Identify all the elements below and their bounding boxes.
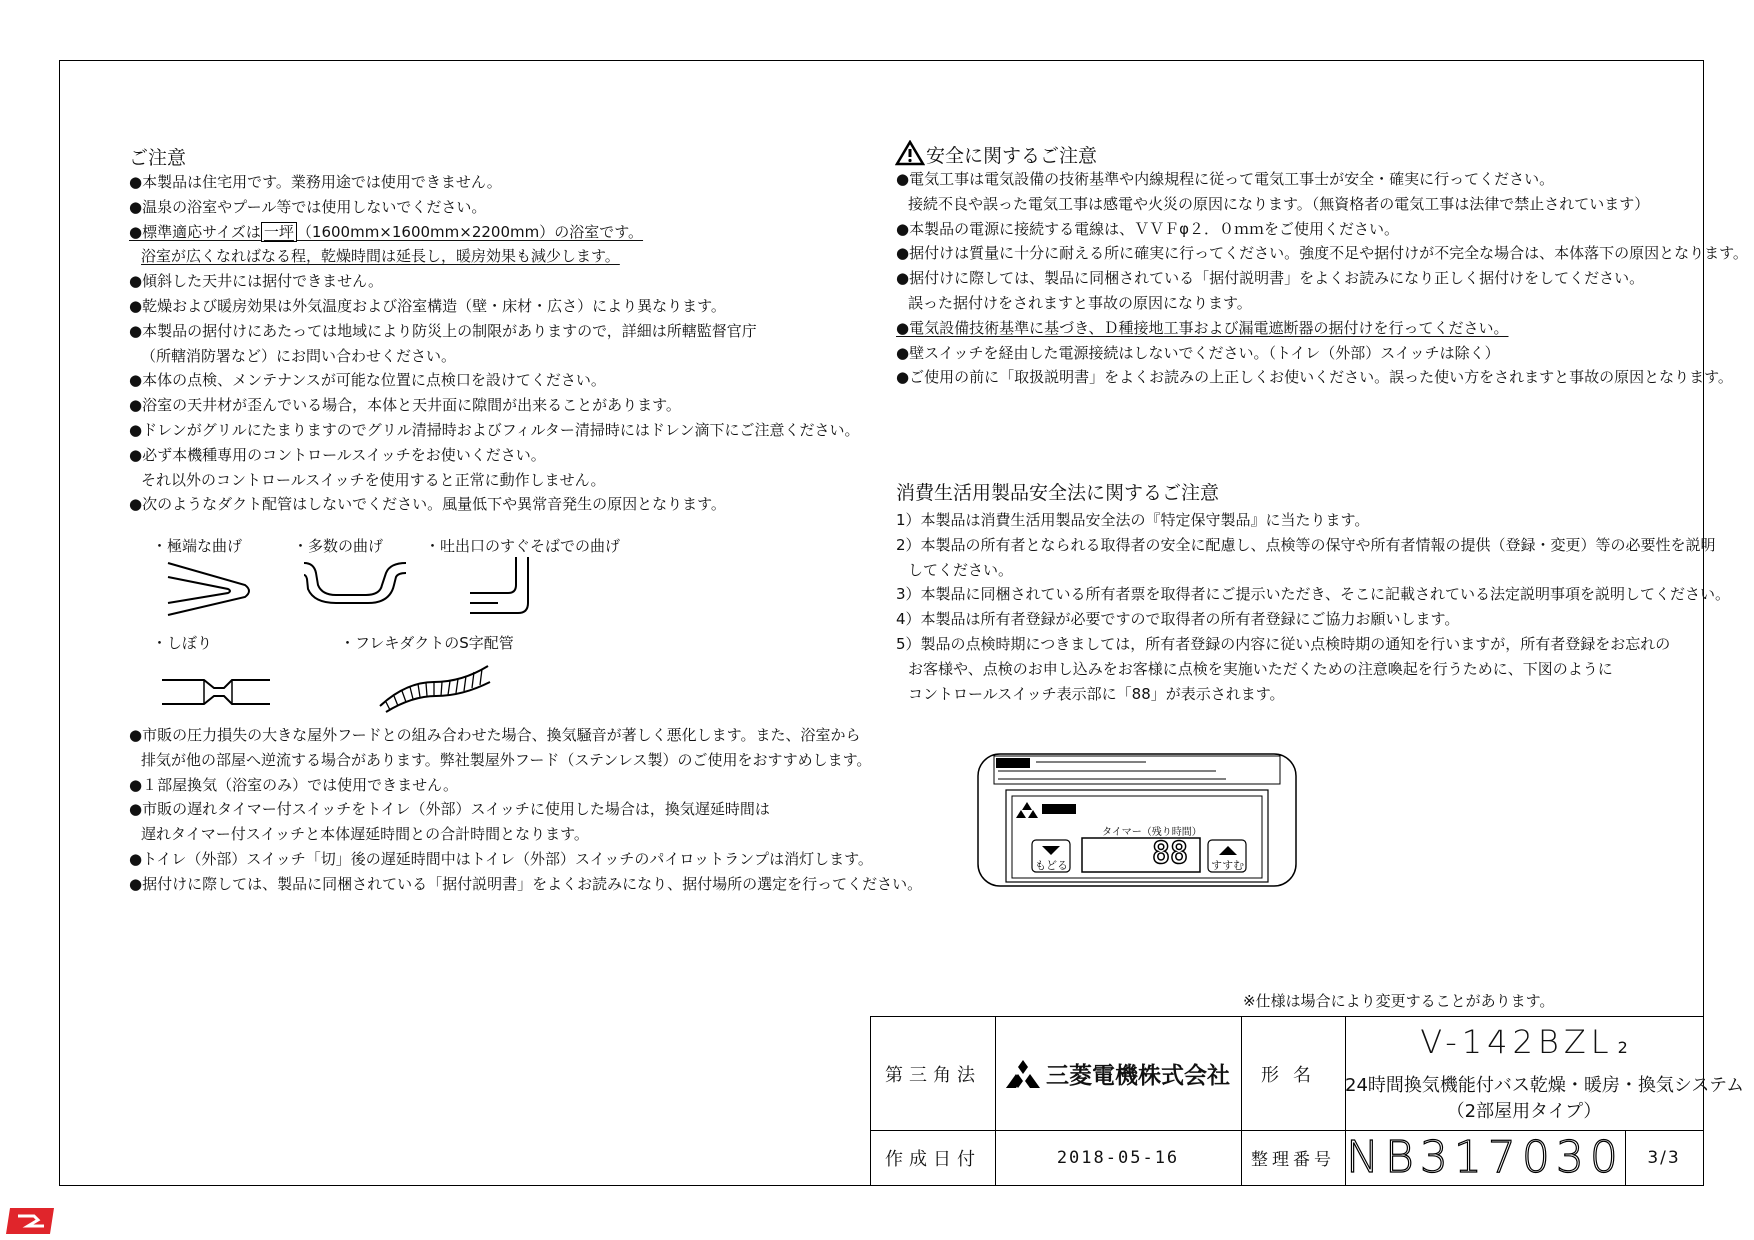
control-switch-outline xyxy=(976,752,1298,888)
multiple-bends-illustration xyxy=(302,555,412,605)
safety-line: ●据付けは質量に十分に耐える所に確実に行ってください。強度不足や据付けが不完全な場合は、本体落下の原因となります。 xyxy=(896,244,1748,263)
model-description: 24時間換気機能付バス乾燥・暖房・換気システム xyxy=(1345,1075,1745,1096)
next-button-label: すすむ xyxy=(1211,859,1245,872)
document-number: NB317030 xyxy=(1346,1132,1624,1183)
safety-list xyxy=(896,167,1748,390)
caution-line: ●本製品は住宅用です。業務用途では使用できません。 xyxy=(129,173,502,191)
caution-line: 浴室が広くなればなる程，乾燥時間は延長し，暖房効果も減少します。 xyxy=(141,247,620,266)
caution-line: ●据付けに際しては、製品に同梱されている「据付説明書」をよくお読みになり、据付場所の選定を行ってください。 xyxy=(129,874,923,893)
caution-line: ●次のようなダクト配管はしないでください。風量低下や異常音発生の原因となります。 xyxy=(129,495,726,514)
back-button-label: もどる xyxy=(1035,859,1068,872)
caution-line: ●傾斜した天井には据付できません。 xyxy=(129,272,383,291)
caution-line: ●必ず本機種専用のコントロールスイッチをお使いください。 xyxy=(129,445,546,464)
duct-label-outlet-bend: ・吐出口のすぐそばでの曲げ xyxy=(425,537,621,555)
model-type: （2部屋用タイプ） xyxy=(1446,1101,1602,1122)
mitsubishi-diamonds-icon xyxy=(1006,1059,1040,1089)
caution-line: ●温泉の浴室やプール等では使用しないでください。 xyxy=(129,197,487,216)
caution-line: ●本製品の据付けにあたっては地域により防災上の制限がありますので，詳細は所轄監督官庁 xyxy=(129,321,757,340)
caution-line: ●１部屋換気（浴室のみ）では使用できません。 xyxy=(129,775,458,794)
safety-line: ●ご使用の前に「取扱説明書」をよくお読みの上正しくお使いください。誤った使い方をされますと事故の原因となります。 xyxy=(896,368,1733,387)
caution-line: 遅れタイマー付スイッチと本体遅延時間との合計時間となります。 xyxy=(141,825,589,844)
safety-line: ●壁スイッチを経由した電源接続はしないでください。（トイレ（外部）スイッチは除く） xyxy=(896,343,1500,362)
company-cell xyxy=(995,1017,1241,1130)
caution-line: ●トイレ（外部）スイッチ「切」後の遅延時間中はトイレ（外部）スイッチのパイロットランプは消灯します。 xyxy=(129,849,873,868)
title-block xyxy=(870,1016,1745,1185)
safety-line: ●電気設備技術基準に基づき、Ｄ種接地工事および漏電遮断器の据付けを行ってください。 xyxy=(896,318,1509,337)
timer-label: タイマー（残り時間） xyxy=(1102,827,1202,838)
consumer-line: 4）本製品は所有者登録が必要ですので取得者の所有者登録にご協力お願いします。 xyxy=(896,610,1460,629)
caution-line: ●ドレンがグリルにたまりますのでグリル清掃時およびフィルター清掃時にはドレン滴下にご注意ください。 xyxy=(129,420,860,439)
size-box: 一坪 xyxy=(261,222,297,242)
caution-line: ●本体の点検、メンテナンスが可能な位置に点検口を設けてください。 xyxy=(129,371,606,390)
consumer-line: コントロールスイッチ表示部に「88」が表示されます。 xyxy=(908,684,1285,703)
consumer-title: 消費生活用製品安全法に関するご注意 xyxy=(896,482,1220,504)
safety-line: ●電気工事は電気設備の技術基準や内線規程に従って電気工事士が安全・確実に行ってください。 xyxy=(896,170,1555,188)
projection-label: 第三角法 xyxy=(885,1064,981,1086)
consumer-line: してください。 xyxy=(908,560,1014,579)
company-logo xyxy=(1006,1057,1230,1090)
duct-label-extreme-bend: ・極端な曲げ xyxy=(152,537,243,555)
consumer-list xyxy=(896,508,1730,706)
caution-title: ご注意 xyxy=(129,147,187,169)
company-name: 三菱電機株式会社 xyxy=(1046,1063,1230,1089)
model-label: 形名 xyxy=(1261,1064,1325,1086)
date-label: 作成日付 xyxy=(885,1148,981,1170)
outlet-bend-illustration xyxy=(468,555,543,620)
display-digits: 88 xyxy=(1152,836,1189,871)
safety-line: ●本製品の電源に接続する電線は、ＶＶＦφ２．０ｍｍをご使用ください。 xyxy=(896,219,1399,238)
consumer-line: 3）本製品に同梱されている所有者票を取得者にご提示いただき、そこに記載されている法定説明事項を説明してください。 xyxy=(896,585,1730,604)
consumer-line: 1）本製品は消費生活用製品安全法の『特定保守製品』に当たります。 xyxy=(896,511,1370,529)
caution-line: ●市販の圧力損失の大きな屋外フードとの組み合わせた場合、換気騒音が著しく悪化します。また、浴室から xyxy=(129,726,861,744)
safety-title: 安全に関するご注意 xyxy=(926,145,1098,167)
safety-line: 接続不良や誤った電気工事は感電や火災の原因になります。（無資格者の電気工事は法律で禁止されています） xyxy=(908,194,1650,213)
control-switch-illustration xyxy=(976,752,1298,888)
caution-line: 排気が他の部屋へ逆流する場合があります。弊社製屋外フード（ステンレス製）のご使用をおすすめします。 xyxy=(141,750,872,769)
duct-label-multiple-bends: ・多数の曲げ xyxy=(293,537,384,555)
creation-date: 2018-05-16 xyxy=(1056,1147,1180,1168)
consumer-line: お客様や、点検のお申し込みをお客様に点検を実施いただくための注意喚起を行うために、下図のように xyxy=(908,659,1613,678)
flex-duct-s-illustration xyxy=(376,662,496,714)
extreme-bend-illustration xyxy=(150,555,260,620)
caution-line-size: ●標準適応サイズは 一坪 （1600mm×1600mm×2200mm）の浴室です。 xyxy=(129,222,644,241)
safety-line: 誤った据付けをされますと事故の原因になります。 xyxy=(908,293,1252,312)
caution-line: ●市販の遅れタイマー付スイッチをトイレ（外部）スイッチに使用した場合は，換気遅延時間は xyxy=(129,800,770,819)
docno-label: 整理番号 xyxy=(1251,1150,1335,1170)
caution-list xyxy=(129,170,860,517)
consumer-line: 2）本製品の所有者となられる取得者の安全に配慮し、点検等の保守や所有者情報の提供（登録・変更）等の必要性を説明 xyxy=(896,535,1716,554)
constriction-illustration xyxy=(160,676,280,710)
caution-line: （所轄消防署など）にお問い合わせください。 xyxy=(141,346,457,365)
red-logo-mark-icon xyxy=(4,1206,56,1236)
model-number: V-142BZL 2 xyxy=(1420,1023,1628,1061)
caution-line: ●浴室の天井材が歪んでいる場合，本体と天井面に隙間が出来ることがあります。 xyxy=(129,396,681,415)
spec-note: ※仕様は場合により変更することがあります。 xyxy=(1243,992,1555,1010)
warning-triangle-icon xyxy=(895,140,925,166)
caution-list-2 xyxy=(129,723,922,897)
safety-line: ●据付けに際しては、製品に同梱されている「据付説明書」をよくお読みになり正しく据付けをしてください。 xyxy=(896,269,1645,288)
duct-label-constriction: ・しぼり xyxy=(152,634,213,652)
consumer-line: 5）製品の点検時期につきましては，所有者登録の内容に従い点検時期の通知を行いますが，所有者登録をお忘れの xyxy=(896,634,1671,653)
caution-line: それ以外のコントロールスイッチを使用すると正常に動作しません。 xyxy=(141,470,606,489)
caution-line: ●乾燥および暖房効果は外気温度および浴室構造（壁・床材・広さ）により異なります。 xyxy=(129,296,726,315)
page-number: 3/3 xyxy=(1647,1147,1681,1168)
duct-label-flex-s: ・フレキダクトのS字配管 xyxy=(340,634,514,652)
model-cell xyxy=(1345,1017,1745,1130)
